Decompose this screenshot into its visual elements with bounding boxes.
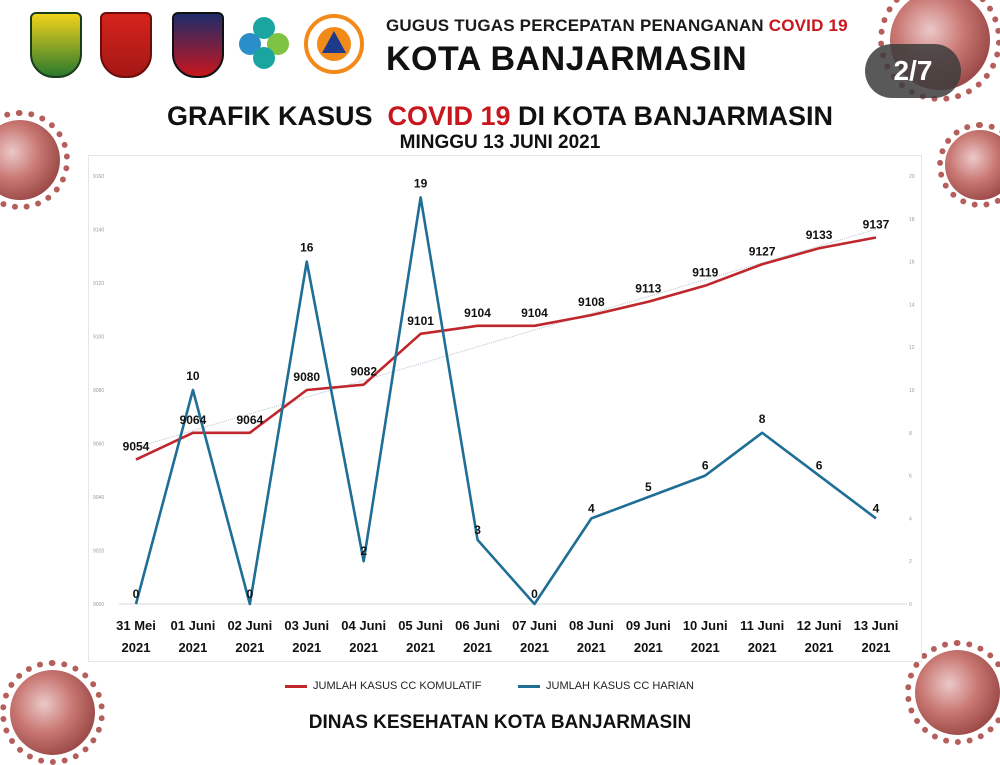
legend-label-daily: JUMLAH KASUS CC HARIAN bbox=[546, 680, 694, 692]
x-tick-label-date: 11 Juni bbox=[740, 618, 785, 633]
x-tick-label-year: 2021 bbox=[292, 640, 322, 655]
data-label-daily: 16 bbox=[300, 240, 314, 255]
right-axis-tick-label: 14 bbox=[909, 302, 915, 309]
x-tick-label-year: 2021 bbox=[349, 640, 379, 655]
footer-agency: DINAS KESEHATAN KOTA BANJARMASIN bbox=[308, 712, 692, 733]
legend-item-daily bbox=[518, 680, 694, 692]
data-label-daily: 6 bbox=[815, 458, 823, 473]
series-line-daily bbox=[136, 197, 876, 604]
page-indicator[interactable]: 2/7 bbox=[865, 44, 961, 98]
data-label-daily: 0 bbox=[132, 587, 140, 601]
data-label-cumulative: 9137 bbox=[862, 217, 890, 232]
right-axis-tick-label: 12 bbox=[909, 345, 915, 352]
right-axis-tick-label: 2 bbox=[909, 559, 912, 566]
data-label-daily: 2 bbox=[360, 544, 368, 559]
chart-title: GRAFIK KASUS COVID 19 DI KOTA BANJARMASIN bbox=[166, 101, 834, 131]
right-axis-tick-label: 18 bbox=[909, 216, 915, 223]
data-label-cumulative: 9101 bbox=[407, 313, 434, 328]
legend-item-cumulative bbox=[285, 680, 482, 692]
data-label-daily: 4 bbox=[588, 501, 595, 516]
chart-area bbox=[88, 155, 922, 662]
left-axis-tick-label: 9060 bbox=[93, 441, 105, 448]
data-label-daily: 4 bbox=[872, 501, 880, 516]
bpbd-logo bbox=[304, 14, 366, 76]
data-label-cumulative: 9104 bbox=[464, 305, 491, 320]
left-axis-tick-label: 9040 bbox=[93, 495, 105, 501]
left-axis-tick-label: 9020 bbox=[93, 548, 105, 555]
data-label-daily: 8 bbox=[758, 411, 766, 426]
data-label-daily: 0 bbox=[246, 587, 254, 601]
right-axis-tick-label: 4 bbox=[909, 516, 912, 523]
x-tick-label-date: 04 Juni bbox=[341, 618, 387, 633]
x-tick-label-date: 08 Juni bbox=[568, 618, 614, 633]
kemenkes-logo bbox=[236, 14, 288, 76]
x-tick-label-date: 06 Juni bbox=[455, 618, 500, 633]
data-label-daily: 5 bbox=[644, 480, 652, 494]
x-tick-label-year: 2021 bbox=[747, 640, 777, 655]
x-tick-label-date: 13 Juni bbox=[853, 618, 899, 633]
x-tick-label-year: 2021 bbox=[690, 640, 720, 655]
x-tick-label-year: 2021 bbox=[178, 640, 208, 655]
x-tick-label-year: 2021 bbox=[406, 640, 436, 655]
left-axis-tick-label: 9080 bbox=[93, 388, 105, 394]
x-tick-label-year: 2021 bbox=[576, 640, 606, 655]
x-tick-label-date: 09 Juni bbox=[625, 618, 671, 633]
x-tick-label-date: 07 Juni bbox=[512, 618, 557, 633]
legend-swatch-daily bbox=[518, 685, 540, 688]
banjarmasin-logo bbox=[30, 14, 82, 76]
polda-kalsel-logo bbox=[172, 14, 224, 76]
legend-label-cumulative: JUMLAH KASUS CC KOMULATIF bbox=[313, 680, 482, 692]
left-axis-tick-label: 9000 bbox=[93, 602, 105, 608]
x-tick-label-date: 05 Juni bbox=[398, 618, 444, 633]
header-city-name: KOTA BANJARMASIN bbox=[386, 40, 748, 78]
x-tick-label-year: 2021 bbox=[520, 640, 549, 655]
data-label-cumulative: 9054 bbox=[122, 439, 150, 454]
data-label-daily: 0 bbox=[531, 587, 538, 601]
data-label-cumulative: 9104 bbox=[521, 305, 548, 320]
x-tick-label-date: 12 Juni bbox=[796, 618, 842, 633]
x-tick-label-date: 02 Juni bbox=[227, 618, 273, 633]
x-tick-label-year: 2021 bbox=[235, 640, 265, 655]
legend-swatch-cumulative bbox=[285, 685, 307, 688]
right-axis-tick-label: 0 bbox=[909, 602, 912, 608]
data-label-cumulative: 9113 bbox=[635, 281, 662, 296]
right-axis-tick-label: 20 bbox=[909, 174, 915, 180]
x-tick-label-year: 2021 bbox=[804, 640, 834, 655]
right-axis-tick-label: 6 bbox=[909, 473, 912, 480]
data-label-cumulative: 9127 bbox=[748, 244, 776, 259]
right-axis-tick-label: 8 bbox=[909, 430, 912, 437]
data-label-daily: 10 bbox=[186, 369, 200, 383]
x-tick-label-year: 2021 bbox=[463, 640, 492, 655]
data-label-cumulative: 9080 bbox=[293, 370, 321, 384]
data-label-cumulative: 9064 bbox=[236, 412, 264, 427]
chart-subtitle: MINGGU 13 JUNI 2021 bbox=[399, 132, 601, 153]
data-label-cumulative: 9133 bbox=[805, 228, 833, 243]
left-axis-tick-label: 9160 bbox=[93, 174, 105, 180]
header-task-force-line: GUGUS TUGAS PERCEPATAN PENANGANAN COVID 19 bbox=[386, 16, 848, 35]
mulawarman-logo bbox=[100, 14, 152, 76]
data-label-cumulative: 9082 bbox=[350, 364, 378, 379]
x-tick-label-year: 2021 bbox=[121, 640, 151, 655]
data-label-cumulative: 9064 bbox=[179, 412, 207, 427]
data-label-cumulative: 9108 bbox=[578, 295, 605, 310]
covid-line-chart bbox=[89, 156, 921, 661]
x-tick-label-date: 03 Juni bbox=[284, 618, 330, 633]
x-tick-label-year: 2021 bbox=[633, 640, 663, 655]
x-tick-label-date: 01 Juni bbox=[170, 618, 216, 633]
right-axis-tick-label: 10 bbox=[909, 388, 915, 394]
x-tick-label-date: 31 Mei bbox=[116, 618, 156, 633]
left-axis-tick-label: 9140 bbox=[93, 227, 105, 234]
data-label-cumulative: 9119 bbox=[692, 265, 719, 280]
left-axis-tick-label: 9100 bbox=[93, 334, 105, 341]
x-tick-label-year: 2021 bbox=[861, 640, 891, 655]
left-axis-tick-label: 9120 bbox=[93, 281, 105, 287]
data-label-daily: 3 bbox=[474, 522, 481, 537]
right-axis-tick-label: 16 bbox=[909, 259, 915, 266]
data-label-daily: 19 bbox=[413, 176, 428, 191]
data-label-daily: 6 bbox=[701, 458, 709, 473]
x-tick-label-date: 10 Juni bbox=[682, 618, 728, 633]
